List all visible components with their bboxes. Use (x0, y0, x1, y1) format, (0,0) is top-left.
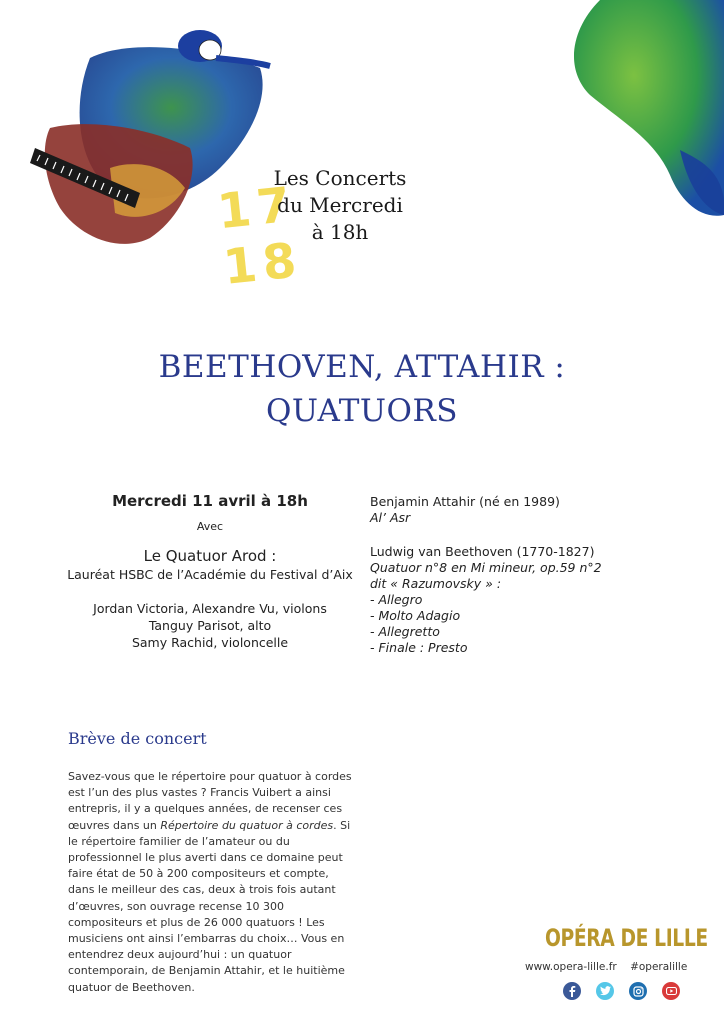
ensemble-award: Lauréat HSBC de l’Académie du Festival d’Aix (67, 567, 353, 582)
season-year-mark: 17 18 (214, 176, 305, 296)
breve-title: Brève de concert (68, 729, 207, 748)
concert-title-line-1: BEETHOVEN, ATTAHIR : (158, 349, 566, 385)
event-details (60, 492, 360, 651)
composer-name: Ludwig van Beethoven (1770-1827) (370, 544, 595, 559)
program-item (370, 494, 670, 526)
green-blue-blob-illustration (560, 0, 724, 230)
movement: - Allegro (370, 592, 423, 607)
concert-title (60, 345, 664, 433)
series-title-line-3: à 18h (311, 220, 369, 244)
series-title-line-2: du Mercredi (277, 193, 403, 217)
work-title: Al’ Asr (370, 510, 411, 525)
program-item (370, 544, 670, 656)
hashtag: #operalille (630, 961, 688, 973)
musician-line: Tanguy Parisot, alto (148, 618, 272, 633)
ensemble-name: Le Quatuor Arod : (143, 547, 277, 565)
with-label: Avec (196, 520, 224, 533)
work-title: Quatuor n°8 en Mi mineur, op.59 n°2 (370, 560, 602, 575)
movement: - Molto Adagio (370, 608, 461, 623)
concert-title-line-2: QUATUORS (265, 393, 459, 429)
musician-line: Samy Rachid, violoncelle (131, 635, 289, 650)
musician-line: Jordan Victoria, Alexandre Vu, violons (93, 601, 327, 616)
footer-links (525, 961, 687, 973)
event-date: Mercredi 11 avril à 18h (112, 492, 308, 510)
social-icons (563, 982, 680, 1000)
concert-program (370, 494, 670, 674)
movement: - Allegretto (370, 624, 440, 639)
breve-text (68, 769, 358, 996)
twitter-icon[interactable] (596, 982, 614, 1000)
breve-text-part-1: Savez-vous que le répertoire pour quatuor à cordes est l’un des plus vastes ? Francis Vuibert a ainsi entrepris, il y a quelques années, de recenser ces œuvres dans un (68, 770, 352, 832)
movement: - Finale : Presto (370, 640, 468, 655)
instagram-icon[interactable] (629, 982, 647, 1000)
series-title (250, 165, 430, 246)
breve-text-part-2: . Si le répertoire familier de l’amateur ou du professionnel le plus averti dans ce domaine peut faire état de 50 à 200 compositeurs et compte, dans le meilleur des cas, deux à trois fois autant d’œuvres, son ouvrage recense 10 300 compositeurs et plus de 26 000 quatuors ! Les musiciens ont ainsi l’embarras du choix… Vous en entendrez deux aujourd’hui : un quatuor contemporain, de Benjamin Attahir, et le huitième quatuor de Beethoven. (68, 818, 351, 994)
youtube-icon[interactable] (662, 982, 680, 1000)
work-subtitle: dit « Razumovsky » : (370, 576, 502, 591)
breve-text-italic: Répertoire du quatuor à cordes (160, 818, 334, 832)
composer-name: Benjamin Attahir (né en 1989) (370, 494, 560, 509)
series-title-line-1: Les Concerts (273, 166, 407, 190)
facebook-icon[interactable] (563, 982, 581, 1000)
website-link[interactable]: www.opera-lille.fr (525, 961, 617, 973)
opera-de-lille-logo[interactable]: OPÉRA DE LILLE (545, 924, 708, 952)
